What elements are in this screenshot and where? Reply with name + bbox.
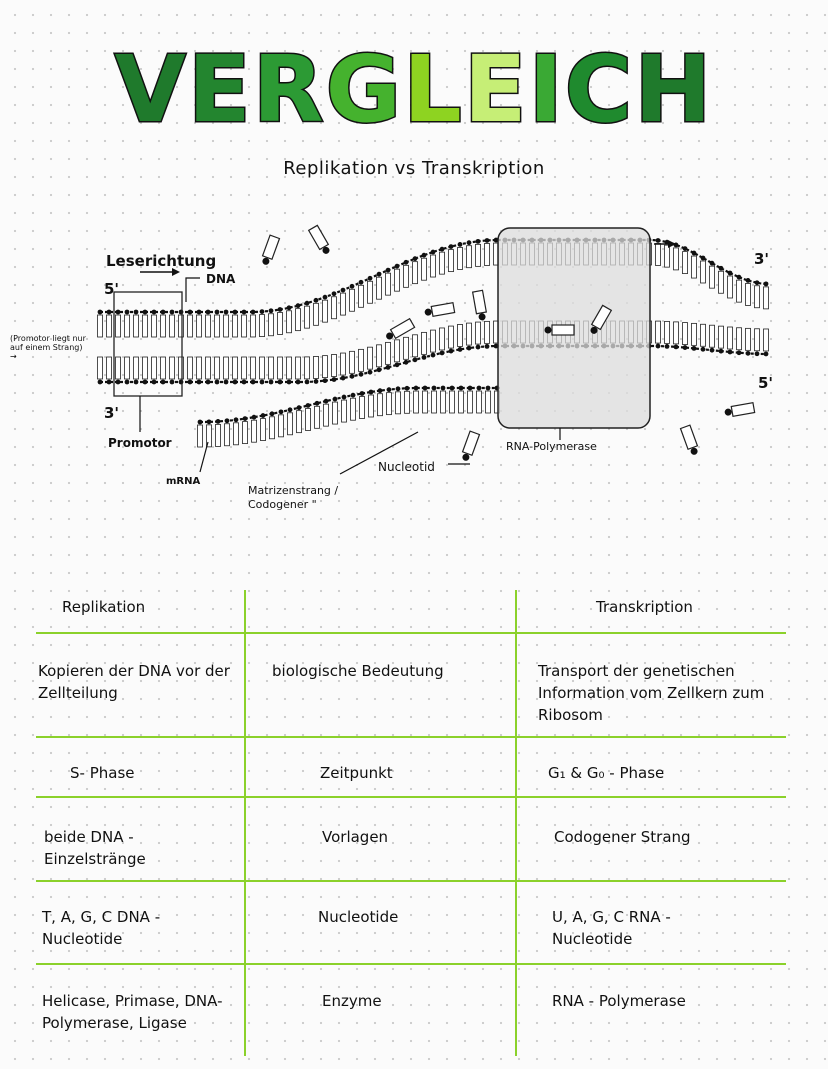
base-pair bbox=[242, 315, 247, 337]
base-pair bbox=[188, 357, 193, 379]
base-pair bbox=[152, 315, 157, 337]
base-pair bbox=[288, 413, 293, 435]
nucleotide-icon bbox=[473, 290, 488, 321]
base-pair bbox=[395, 340, 400, 362]
base-pair bbox=[423, 391, 428, 413]
base-pair bbox=[314, 356, 319, 378]
nucleotide-icon bbox=[384, 319, 415, 342]
table-cell: U, A, G, C RNA - Nucleotide bbox=[552, 908, 671, 948]
base-pair bbox=[701, 324, 706, 346]
base-pair bbox=[422, 258, 427, 280]
nucleotide-icon bbox=[424, 303, 455, 318]
base-pair bbox=[440, 328, 445, 350]
base-pair bbox=[188, 315, 193, 337]
base-pair bbox=[431, 255, 436, 277]
base-pair bbox=[467, 323, 472, 345]
base-pair bbox=[287, 357, 292, 379]
base-pair bbox=[485, 321, 490, 343]
base-pair bbox=[233, 315, 238, 337]
table-rule bbox=[36, 880, 786, 882]
base-pair bbox=[216, 424, 221, 446]
base-pair bbox=[251, 315, 256, 337]
base-pair bbox=[224, 315, 229, 337]
nucleotide-icon bbox=[309, 225, 332, 256]
rna-polymerase-label: RNA-Polymerase bbox=[506, 440, 597, 453]
table-rule bbox=[36, 963, 786, 965]
base-pair bbox=[341, 293, 346, 315]
table-cell: biologische Bedeutung bbox=[272, 662, 444, 680]
three-prime-left-label: 3' bbox=[104, 404, 120, 422]
title-letter: E bbox=[463, 36, 529, 143]
table-cell: Helicase, Primase, DNA-Polymerase, Ligase bbox=[42, 992, 223, 1032]
base-pair bbox=[458, 247, 463, 269]
base-pair bbox=[360, 397, 365, 419]
base-pair bbox=[755, 329, 760, 351]
base-pair bbox=[764, 329, 769, 351]
base-pair bbox=[324, 404, 329, 426]
base-pair bbox=[98, 357, 103, 379]
base-pair bbox=[737, 280, 742, 302]
base-pair bbox=[269, 314, 274, 336]
matrizenstrang-label: Matrizenstrang / Codogener " bbox=[248, 484, 339, 511]
base-pair bbox=[107, 315, 112, 337]
title-letter: G bbox=[325, 36, 404, 143]
base-pair bbox=[323, 356, 328, 378]
base-pair bbox=[395, 269, 400, 291]
base-pair bbox=[314, 303, 319, 325]
base-pair bbox=[198, 425, 203, 447]
base-pair bbox=[377, 277, 382, 299]
base-pair bbox=[197, 357, 202, 379]
base-pair bbox=[431, 330, 436, 352]
base-pair bbox=[386, 342, 391, 364]
base-pair bbox=[315, 406, 320, 428]
base-pair bbox=[468, 391, 473, 413]
base-pair bbox=[458, 324, 463, 346]
base-pair bbox=[405, 391, 410, 413]
base-pair bbox=[125, 315, 130, 337]
promotor-label: Promotor bbox=[108, 436, 172, 450]
base-pair bbox=[656, 243, 661, 265]
nucleotid-label: Nucleotid bbox=[378, 460, 435, 474]
title-letter: L bbox=[403, 36, 464, 143]
base-pair bbox=[252, 420, 257, 442]
base-pair bbox=[359, 349, 364, 371]
base-pair bbox=[143, 357, 148, 379]
base-pair bbox=[368, 347, 373, 369]
table-cell: Kopieren der DNA vor der Zellteilung bbox=[38, 662, 230, 702]
base-pair bbox=[134, 357, 139, 379]
base-pair bbox=[350, 351, 355, 373]
table-cell: Nucleotide bbox=[318, 908, 399, 926]
base-pair bbox=[683, 252, 688, 274]
base-pair bbox=[116, 315, 121, 337]
base-pair bbox=[269, 357, 274, 379]
base-pair bbox=[161, 315, 166, 337]
base-pair bbox=[485, 243, 490, 265]
base-pair bbox=[476, 244, 481, 266]
table-rule bbox=[36, 736, 786, 738]
base-pair bbox=[278, 312, 283, 334]
base-pair bbox=[261, 419, 266, 441]
base-pair bbox=[728, 327, 733, 349]
base-pair bbox=[746, 283, 751, 305]
base-pair bbox=[764, 287, 769, 309]
base-pair bbox=[449, 326, 454, 348]
title-letter: H bbox=[634, 36, 714, 143]
base-pair bbox=[728, 276, 733, 298]
title-letter: I bbox=[528, 36, 565, 143]
base-pair bbox=[296, 309, 301, 331]
base-pair bbox=[396, 392, 401, 414]
base-pair bbox=[279, 415, 284, 437]
base-pair bbox=[350, 289, 355, 311]
table-rule bbox=[36, 632, 786, 634]
base-pair bbox=[287, 311, 292, 333]
base-pair bbox=[242, 357, 247, 379]
base-pair bbox=[179, 315, 184, 337]
base-pair bbox=[377, 345, 382, 367]
base-pair bbox=[161, 357, 166, 379]
title-letter: E bbox=[187, 36, 253, 143]
base-pair bbox=[107, 357, 112, 379]
base-pair bbox=[206, 315, 211, 337]
base-pair bbox=[332, 297, 337, 319]
base-pair bbox=[296, 357, 301, 379]
base-pair bbox=[116, 357, 121, 379]
table-cell: T, A, G, C DNA - Nucleotide bbox=[42, 908, 161, 948]
base-pair bbox=[701, 261, 706, 283]
base-pair bbox=[342, 400, 347, 422]
base-pair bbox=[386, 273, 391, 295]
base-pair bbox=[422, 332, 427, 354]
base-pair bbox=[323, 300, 328, 322]
base-pair bbox=[674, 248, 679, 270]
title-letter: R bbox=[252, 36, 326, 143]
base-pair bbox=[665, 321, 670, 343]
base-pair bbox=[170, 315, 175, 337]
base-pair bbox=[233, 357, 238, 379]
table-header-transkription: Transkription bbox=[596, 598, 693, 616]
page-title bbox=[0, 36, 828, 143]
base-pair bbox=[656, 321, 661, 343]
base-pair bbox=[486, 391, 491, 413]
base-pair bbox=[179, 357, 184, 379]
base-pair bbox=[297, 411, 302, 433]
base-pair bbox=[467, 246, 472, 268]
base-pair bbox=[737, 328, 742, 350]
base-pair bbox=[215, 315, 220, 337]
base-pair bbox=[413, 262, 418, 284]
table-cell: Codogener Strang bbox=[554, 828, 691, 846]
base-pair bbox=[746, 328, 751, 350]
table-cell: Enzyme bbox=[322, 992, 382, 1010]
base-pair bbox=[404, 265, 409, 287]
base-pair bbox=[305, 357, 310, 379]
base-pair bbox=[368, 281, 373, 303]
base-pair bbox=[692, 323, 697, 345]
base-pair bbox=[333, 402, 338, 424]
base-pair bbox=[98, 315, 103, 337]
base-pair bbox=[476, 322, 481, 344]
table-cell: Vorlagen bbox=[322, 828, 389, 846]
base-pair bbox=[270, 417, 275, 439]
base-pair bbox=[683, 323, 688, 345]
table-cell: beide DNA - Einzelstränge bbox=[44, 828, 146, 868]
dna-label: DNA bbox=[206, 272, 236, 286]
base-pair bbox=[710, 266, 715, 288]
base-pair bbox=[278, 357, 283, 379]
leserichtung-label: Leserichtung bbox=[106, 252, 217, 270]
base-pair bbox=[432, 391, 437, 413]
nucleotide-icon bbox=[260, 235, 279, 266]
base-pair bbox=[206, 357, 211, 379]
base-pair bbox=[134, 315, 139, 337]
base-pair bbox=[450, 391, 455, 413]
base-pair bbox=[234, 423, 239, 445]
mrna-label: mRNA bbox=[166, 476, 201, 487]
table-cell: RNA - Polymerase bbox=[552, 992, 686, 1010]
table-cell: Zeitpunkt bbox=[320, 764, 393, 782]
table-rule bbox=[36, 796, 786, 798]
title-letter: C bbox=[564, 36, 635, 143]
table-cell: Transport der genetischen Information vom Zellkern zum Ribosom bbox=[538, 662, 765, 724]
base-pair bbox=[359, 285, 364, 307]
base-pair bbox=[170, 357, 175, 379]
base-pair bbox=[332, 354, 337, 376]
base-pair bbox=[215, 357, 220, 379]
page-subtitle: Replikation vs Transkription bbox=[283, 158, 545, 179]
base-pair bbox=[225, 424, 230, 446]
three-prime-right-label: 3' bbox=[754, 250, 770, 268]
base-pair bbox=[378, 394, 383, 416]
base-pair bbox=[459, 391, 464, 413]
base-pair bbox=[351, 398, 356, 420]
base-pair bbox=[755, 286, 760, 308]
base-pair bbox=[413, 335, 418, 357]
five-prime-left-label: 5' bbox=[104, 280, 120, 298]
base-pair bbox=[674, 322, 679, 344]
base-pair bbox=[260, 357, 265, 379]
base-pair bbox=[125, 357, 130, 379]
nucleotide-icon bbox=[681, 425, 700, 456]
table-header-replikation: Replikation bbox=[62, 598, 146, 616]
base-pair bbox=[387, 393, 392, 415]
base-pair bbox=[440, 252, 445, 274]
base-pair bbox=[665, 245, 670, 267]
base-pair bbox=[224, 357, 229, 379]
base-pair bbox=[441, 391, 446, 413]
base-pair bbox=[143, 315, 148, 337]
table-column-divider bbox=[515, 590, 517, 1056]
base-pair bbox=[449, 250, 454, 272]
base-pair bbox=[305, 306, 310, 328]
base-pair bbox=[341, 353, 346, 375]
base-pair bbox=[719, 271, 724, 293]
base-pair bbox=[710, 325, 715, 347]
dna-pointer-line bbox=[186, 278, 200, 302]
table-cell: G₁ & G₀ - Phase bbox=[548, 764, 665, 782]
five-prime-right-label: 5' bbox=[758, 374, 774, 392]
base-pair bbox=[692, 256, 697, 278]
table-cell: S- Phase bbox=[70, 764, 135, 782]
base-pair bbox=[404, 337, 409, 359]
promotor-note-label: (Promotor liegt nur auf einem Strang) → bbox=[10, 334, 86, 361]
base-pair bbox=[152, 357, 157, 379]
base-pair bbox=[251, 357, 256, 379]
base-pair bbox=[369, 395, 374, 417]
base-pair bbox=[243, 422, 248, 444]
base-pair bbox=[260, 315, 265, 337]
base-pair bbox=[306, 408, 311, 430]
title-letter: V bbox=[114, 36, 188, 143]
base-pair bbox=[719, 326, 724, 348]
table-column-divider bbox=[244, 590, 246, 1056]
nucleotide-icon bbox=[460, 431, 479, 462]
nucleotide-icon bbox=[724, 403, 755, 418]
mrna-strand bbox=[198, 386, 501, 447]
base-pair bbox=[414, 391, 419, 413]
base-pair bbox=[477, 391, 482, 413]
base-pair bbox=[197, 315, 202, 337]
